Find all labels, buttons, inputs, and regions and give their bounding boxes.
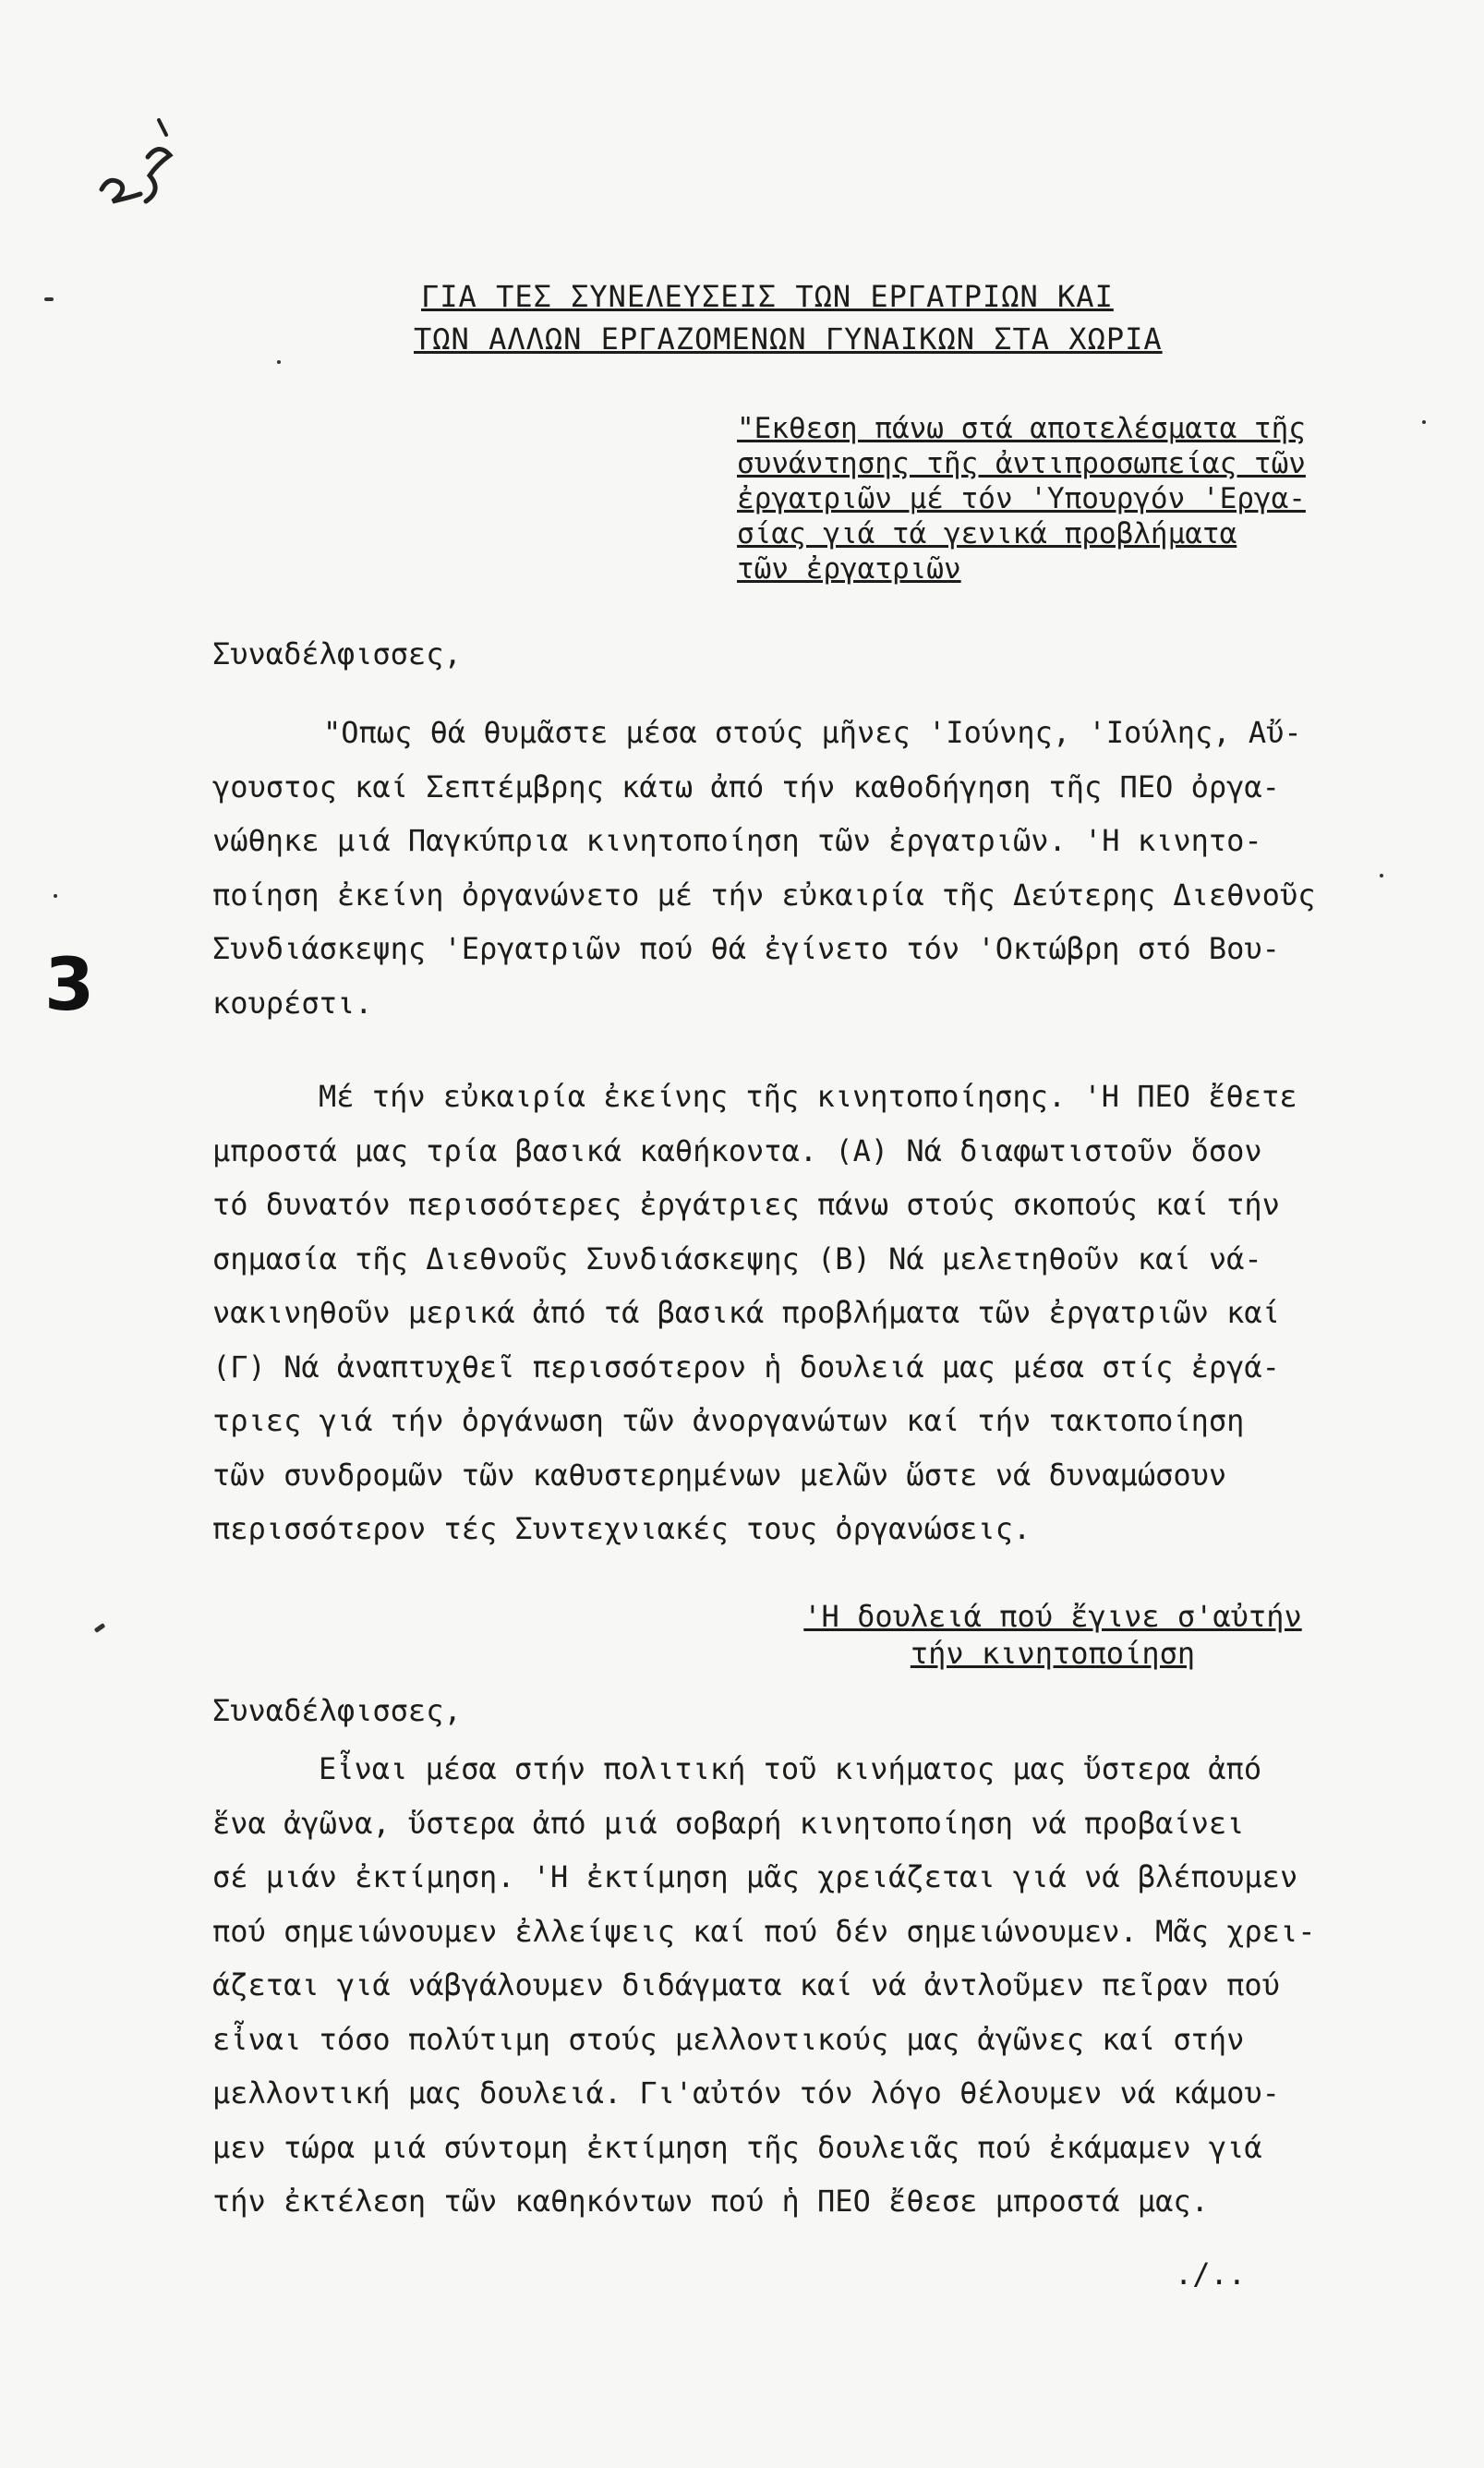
text-line: μελλοντική μας δουλειά. Γι'αὐτόν τόν λόγο θέλουμεν νά κάμου- <box>212 2075 1280 2111</box>
margin-mark <box>1422 420 1426 424</box>
text-line: νώθηκε μιά Παγκύπρια κινητοποίηση τῶν ἐργατριῶν. 'Η κινητο- <box>212 823 1262 858</box>
text-line: γουστος καί Σεπτέμβρης κάτω ἀπό τήν καθοδήγηση τῆς ΠΕΟ ὀργα- <box>212 768 1280 805</box>
text-line: κουρέστι. <box>212 985 373 1021</box>
text-line: τῶν συνδρομῶν τῶν καθυστερημένων μελῶν ὥστε νά δυναμώσουν <box>212 1457 1227 1493</box>
report-heading <box>737 411 1365 587</box>
section-subheading <box>776 1598 1330 1672</box>
text-line: (Γ) Νά ἀναπτυχθεῖ περισσότερον ἡ δουλειά μας μέσα στίς ἐργά- <box>212 1349 1280 1385</box>
text-line: εἶναι τόσο πολύτιμη στούς μελλοντικούς μας ἀγῶνες καί στήν <box>212 2021 1245 2057</box>
subheading-line: τήν κινητοποίηση <box>910 1636 1196 1671</box>
text-line: ποίηση ἐκείνη ὀργανώνετο μέ τήν εὐκαιρία τῆς Δεύτερης Διεθνοῦς <box>212 877 1316 913</box>
report-heading-line: "Εκθεση πάνω στά αποτελέσματα τῆς <box>737 412 1306 445</box>
paragraph <box>212 1742 1383 2229</box>
text-line: Μέ τήν εὐκαιρία ἐκείνης τῆς κινητοποίησης. 'Η ΠΕΟ ἔθετε <box>319 1079 1297 1114</box>
text-line: νακινηθοῦν μερικά ἀπό τά βασικά προβλήματα τῶν ἐργατριῶν καί <box>212 1295 1280 1330</box>
title-line: ΓΙΑ ΤΕΣ ΣΥΝΕΛΕΥΣΕΙΣ ΤΩΝ ΕΡΓΑΤΡΙΩΝ ΚΑΙ <box>421 279 1114 314</box>
text-line: μπροστά μας τρία βασικά καθήκοντα. (Α) Νά διαφωτιστοῦν ὅσον <box>212 1132 1262 1168</box>
report-heading-line: σίας γιά τά γενικά προβλήματα <box>737 517 1237 550</box>
continuation-mark: ./.. <box>1175 2256 1247 2292</box>
paragraph <box>212 1070 1383 1556</box>
text-line: Συνδιάσκεψης 'Εργατριῶν πού θά ἐγίνετο τόν 'Οκτώβρη στό Βου- <box>212 931 1280 966</box>
paragraph <box>212 706 1383 1030</box>
text-line: ἕνα ἀγῶνα, ὕστερα ἀπό μιά σοβαρή κινητοποίηση νά προβαίνει <box>212 1805 1245 1841</box>
margin-mark <box>44 297 54 301</box>
text-line: τήν ἐκτέλεση τῶν καθηκόντων πού ἡ ΠΕΟ ἔθεσε μπροστά μας. <box>212 2184 1209 2219</box>
text-line: μεν τώρα μιά σύντομη ἐκτίμηση τῆς δουλειᾶς πού ἐκάμαμεν γιά <box>212 2129 1262 2165</box>
report-heading-line: τῶν ἐργατριῶν <box>737 552 961 586</box>
page-number: 3 <box>44 944 95 1027</box>
subheading-line: 'Η δουλειά πού ἔγινε σ'αὐτήν <box>803 1599 1302 1634</box>
salutation: Συναδέλφισσες, <box>212 1693 462 1728</box>
document-title <box>414 275 1171 360</box>
text-line: τό δυνατόν περισσότερες ἐργάτριες πάνω στούς σκοπούς καί τήν <box>212 1187 1280 1222</box>
text-line: σέ μιάν ἐκτίμηση. 'Η ἐκτίμηση μᾶς χρειάζεται γιά νά βλέπουμεν <box>212 1859 1298 1894</box>
text-line: Εἶναι μέσα στήν πολιτική τοῦ κινήματος μας ὕστερα ἀπό <box>319 1751 1262 1786</box>
text-line: περισσότερον τές Συντεχνιακές τους ὀργανώσεις. <box>212 1511 1032 1546</box>
text-line: "Οπως θά θυμᾶστε μέσα στούς μῆνες 'Ιούνης, 'Ιούλης, Αὔ- <box>323 715 1302 750</box>
text-line: πού σημειώνουμεν ἐλλείψεις καί πού δέν σημειώνουμεν. Μᾶς χρει- <box>212 1913 1316 1949</box>
handwritten-page-mark <box>92 102 194 212</box>
report-heading-line: ἐργατριῶν μέ τόν 'Υπουργόν 'Εργα- <box>737 482 1306 515</box>
salutation: Συναδέλφισσες, <box>212 636 462 671</box>
title-line: ΤΩΝ ΑΛΛΩΝ ΕΡΓΑΖΟΜΕΝΩΝ ΓΥΝΑΙΚΩΝ ΣΤΑ ΧΩΡΙΑ <box>414 321 1163 357</box>
margin-mark <box>277 360 281 364</box>
text-line: σημασία τῆς Διεθνοῦς Συνδιάσκεψης (Β) Νά μελετηθοῦν καί νά- <box>212 1240 1262 1276</box>
text-line: τριες γιά τήν ὀργάνωση τῶν ἀνοργανώτων καί τήν τακτοποίηση <box>212 1403 1245 1438</box>
margin-mark <box>54 894 57 898</box>
report-heading-line: συνάντησης τῆς ἀντιπροσωπείας τῶν <box>737 447 1306 480</box>
text-line: άζεται γιά νάβγάλουμεν διδάγματα καί νά ἀντλοῦμεν πεῖραν πού <box>212 1967 1280 2002</box>
margin-mark <box>94 1623 106 1633</box>
